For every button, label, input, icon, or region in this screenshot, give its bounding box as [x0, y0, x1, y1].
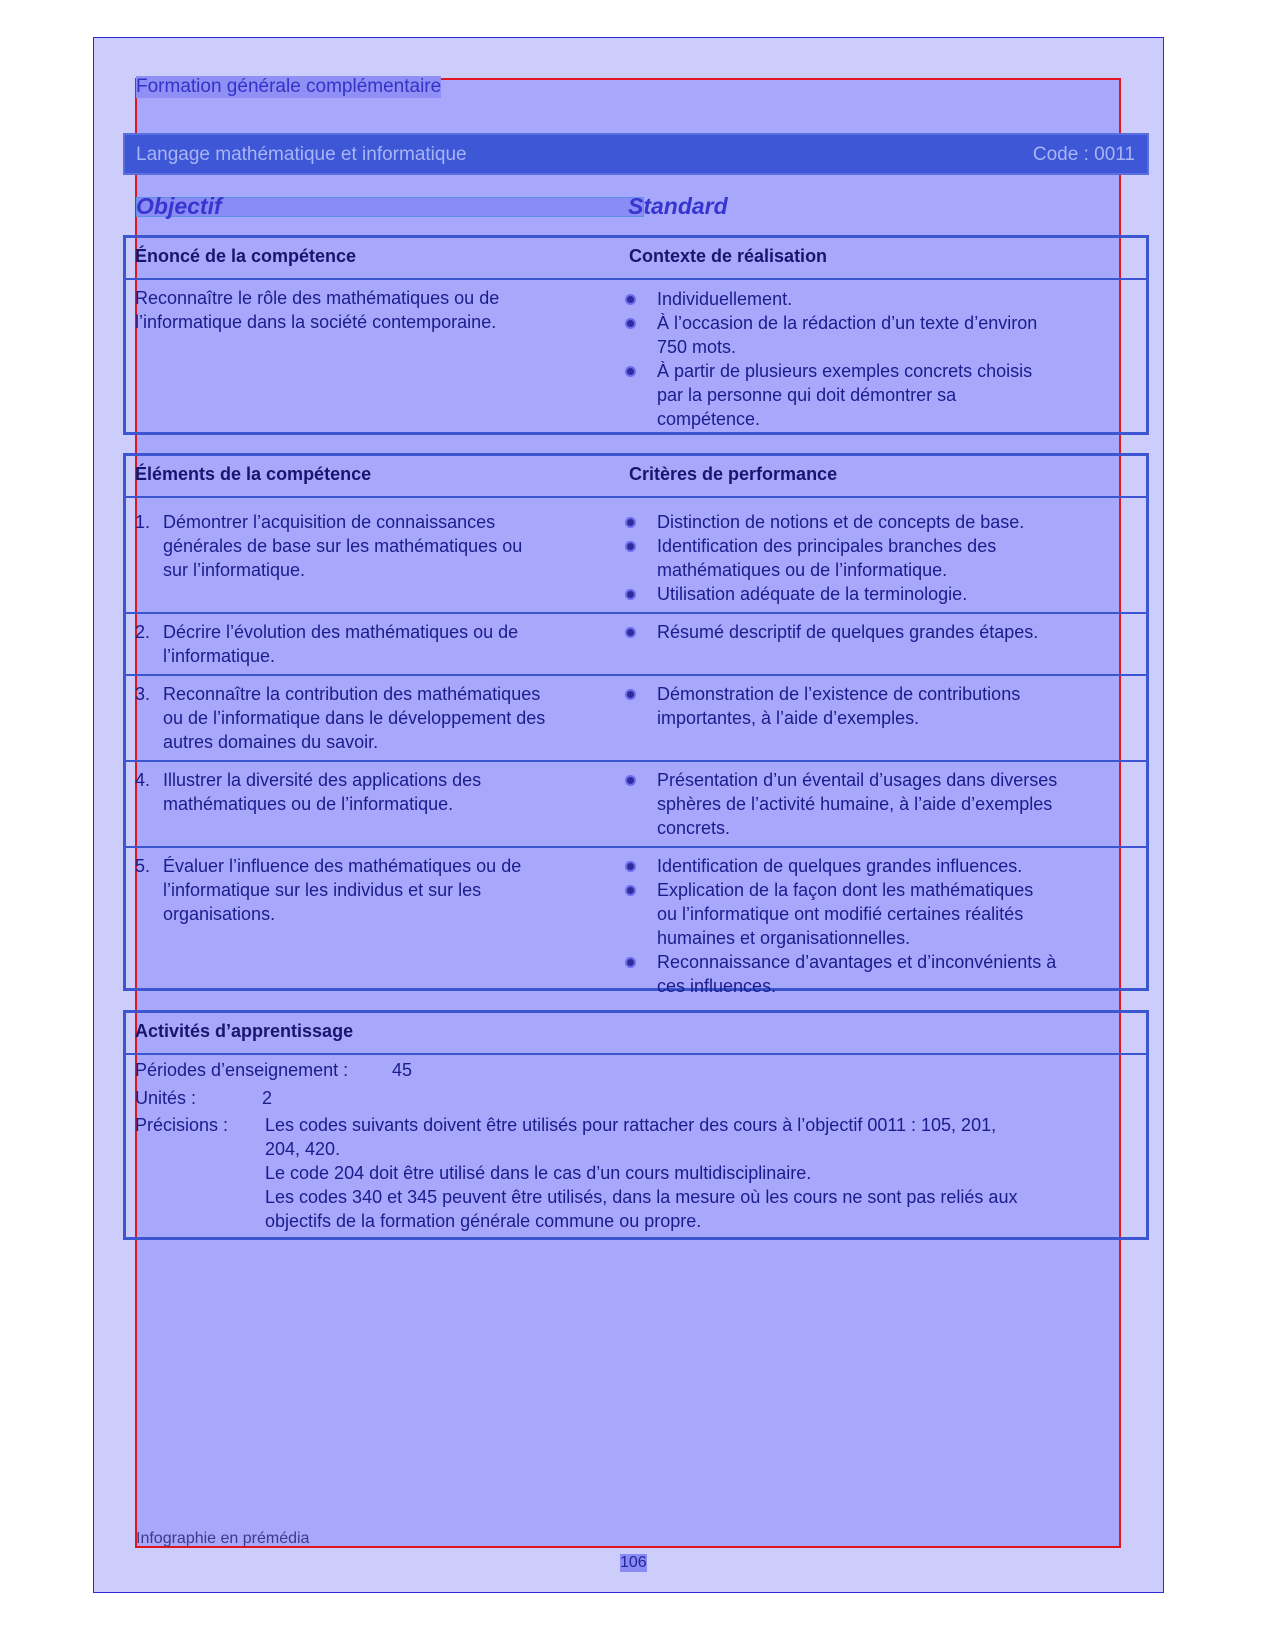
precision-line: Les codes 340 et 345 peuvent être utilisés, dans la mesure où les cours ne sont pas reliés aux — [265, 1187, 1018, 1207]
element-number: 2. — [135, 622, 151, 642]
context-heading: Contexte de réalisation — [629, 246, 828, 266]
competence-heading: Énoncé de la compétence — [135, 246, 357, 266]
criterion-line: humaines et organisationnelles. — [657, 928, 911, 948]
bullet-icon — [627, 368, 634, 375]
bullet-icon — [627, 591, 634, 598]
criterion-line: ou l’informatique ont modifié certaines réalités — [657, 904, 1024, 924]
row-divider — [126, 278, 1146, 280]
criterion-line: 750 mots. — [657, 337, 737, 357]
element-text: sur l’informatique. — [163, 560, 306, 580]
periods-label: Périodes d’enseignement : — [135, 1060, 349, 1080]
competence-line: l’informatique dans la société contemporaine. — [135, 312, 497, 332]
element-text: Reconnaître la contribution des mathématiques — [163, 684, 541, 704]
bullet-icon — [627, 543, 634, 550]
criterion-line: concrets. — [657, 818, 731, 838]
column-standard: Standard — [628, 193, 728, 219]
row-divider — [126, 612, 1146, 614]
criterion-line: À partir de plusieurs exemples concrets choisis — [657, 361, 1033, 381]
element-text: autres domaines du savoir. — [163, 732, 379, 752]
criterion-line: À l’occasion de la rédaction d’un texte d’environ — [657, 313, 1038, 333]
criterion-line: Utilisation adéquate de la terminologie. — [657, 584, 968, 604]
element-text: mathématiques ou de l’informatique. — [163, 794, 454, 814]
activities-heading: Activités d’apprentissage — [135, 1021, 354, 1041]
row-divider — [126, 760, 1146, 762]
criterion-line: Identification des principales branches des — [657, 536, 997, 556]
precisions-label: Précisions : — [135, 1115, 229, 1135]
row-divider — [126, 496, 1146, 498]
band-title: Langage mathématique et informatique — [136, 144, 467, 165]
criterion-line: Démonstration de l’existence de contributions — [657, 684, 1021, 704]
criterion-line: Explication de la façon dont les mathématiques — [657, 880, 1034, 900]
criterion-line: Résumé descriptif de quelques grandes étapes. — [657, 622, 1039, 642]
column-objective: Objectif — [136, 193, 222, 219]
precision-line: Le code 204 doit être utilisé dans le cas d’un cours multidisciplinaire. — [265, 1163, 812, 1183]
bullet-icon — [627, 959, 634, 966]
criterion-line: sphères de l’activité humaine, à l’aide d’exemples — [657, 794, 1053, 814]
precision-line: Les codes suivants doivent être utilisés pour rattacher des cours à l’objectif 0011 : 105, 201, — [265, 1115, 997, 1135]
criterion-line: Distinction de notions et de concepts de base. — [657, 512, 1025, 532]
row-divider — [126, 846, 1146, 848]
bullet-icon — [627, 320, 634, 327]
footer-text: Infographie en prémédia — [136, 1530, 310, 1547]
precision-line: objectifs de la formation générale commune ou propre. — [265, 1211, 702, 1231]
element-text: l’informatique sur les individus et sur les — [163, 880, 482, 900]
criterion-line: importantes, à l’aide d’exemples. — [657, 708, 920, 728]
bullet-icon — [627, 519, 634, 526]
units-label: Unités : — [135, 1088, 197, 1108]
bullet-icon — [627, 296, 634, 303]
element-text: générales de base sur les mathématiques ou — [163, 536, 523, 556]
criterion-line: mathématiques ou de l’informatique. — [657, 560, 948, 580]
objective-code: Code : 0011 — [1032, 144, 1135, 165]
element-text: Démontrer l’acquisition de connaissances — [163, 512, 496, 532]
bullet-icon — [627, 691, 634, 698]
element-text: l’informatique. — [163, 646, 276, 666]
program-title: Formation générale complémentaire — [136, 76, 442, 97]
bullet-icon — [627, 887, 634, 894]
element-number: 3. — [135, 684, 151, 704]
bullet-icon — [627, 777, 634, 784]
element-text: ou de l’informatique dans le développement des — [163, 708, 546, 728]
element-text: Illustrer la diversité des applications des — [163, 770, 482, 790]
element-number: 4. — [135, 770, 151, 790]
precision-line: 204, 420. — [265, 1139, 341, 1159]
criterion-line: ces influences. — [657, 976, 777, 996]
criterion-line: Présentation d’un éventail d’usages dans diverses — [657, 770, 1058, 790]
criterion-line: compétence. — [657, 409, 761, 429]
element-text: Décrire l’évolution des mathématiques ou de — [163, 622, 519, 642]
units-value: 2 — [262, 1088, 273, 1108]
row-divider — [126, 1053, 1146, 1055]
page-number: 106 — [620, 1554, 647, 1571]
element-text: organisations. — [163, 904, 276, 924]
criterion-line: Reconnaissance d’avantages et d’inconvénients à — [657, 952, 1057, 972]
elements-heading: Éléments de la compétence — [135, 464, 372, 484]
criterion-line: Identification de quelques grandes influences. — [657, 856, 1023, 876]
row-divider — [126, 674, 1146, 676]
periods-value: 45 — [392, 1060, 413, 1080]
element-number: 5. — [135, 856, 151, 876]
criterion-line: par la personne qui doit démontrer sa — [657, 385, 957, 405]
bullet-icon — [627, 629, 634, 636]
element-text: Évaluer l’influence des mathématiques ou de — [163, 856, 522, 876]
element-number: 1. — [135, 512, 151, 532]
criterion-line: Individuellement. — [657, 289, 793, 309]
competence-line: Reconnaître le rôle des mathématiques ou de — [135, 288, 500, 308]
criteria-heading: Critères de performance — [629, 464, 838, 484]
bullet-icon — [627, 863, 634, 870]
